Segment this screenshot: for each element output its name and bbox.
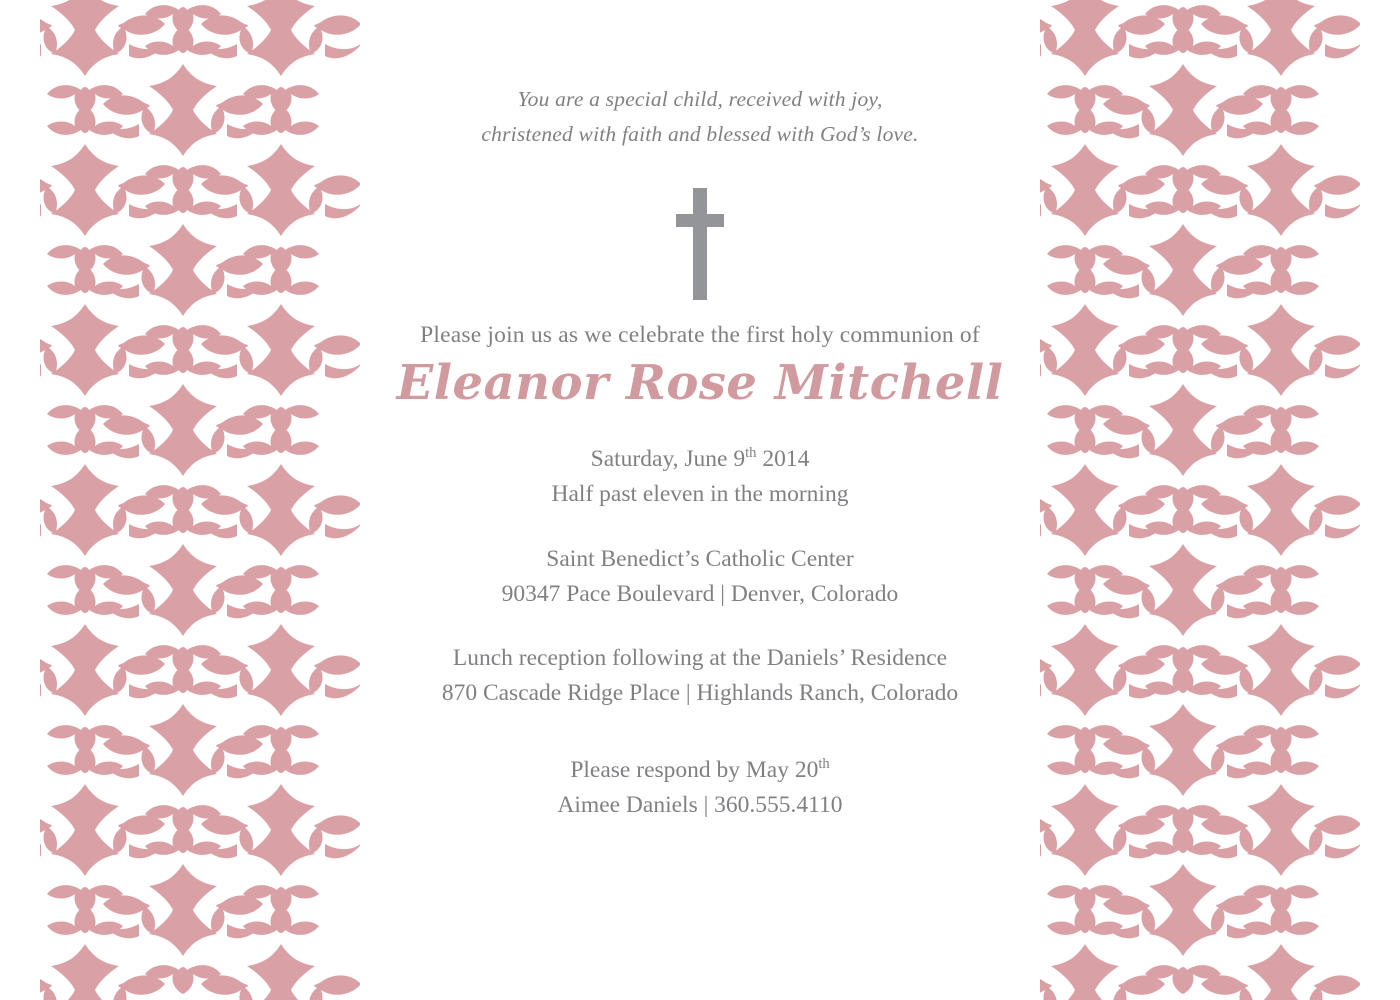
reception-line-2: 870 Cascade Ridge Place | Highlands Ranch, Colorado (441, 680, 959, 707)
latin-cross-icon (668, 188, 732, 300)
verse-line-1: You are a special child, received with joy, (517, 87, 883, 111)
damask-pattern-right-svg (1040, 0, 1360, 1000)
cross-symbol-wrap (370, 188, 1030, 300)
rsvp-block (370, 753, 1030, 823)
reception-block (370, 641, 1030, 711)
rsvp-ordinal: th (818, 756, 830, 773)
rsvp-prefix: Please respond by May 20 (570, 756, 819, 783)
reception-line-1: Lunch reception following at the Daniels’ Residence (452, 645, 948, 672)
rsvp-deadline (370, 753, 1030, 788)
honoree-name: Eleanor Rose Mitchell (396, 354, 1004, 411)
venue-name: Saint Benedict’s Catholic Center (546, 545, 854, 572)
rsvp-contact: Aimee Daniels | 360.555.4110 (557, 791, 843, 818)
event-date (370, 442, 1030, 477)
verse-text (370, 82, 1030, 152)
invitation-content (370, 0, 1030, 1000)
venue-address: 90347 Pace Boulevard | Denver, Colorado (501, 580, 899, 607)
event-date-ordinal: th (745, 445, 757, 462)
damask-border-right (1040, 0, 1360, 1000)
event-time: Half past eleven in the morning (551, 481, 849, 508)
event-date-suffix: 2014 (756, 446, 810, 473)
venue-block (370, 542, 1030, 612)
damask-pattern-left-svg (40, 0, 360, 1000)
event-date-prefix: Saturday, June 9 (590, 446, 746, 473)
date-time-block (370, 442, 1030, 512)
damask-border-left (40, 0, 360, 1000)
verse-line-2: christened with faith and blessed with God’s love. (481, 121, 919, 146)
invite-line: Please join us as we celebrate the first holy communion of (420, 321, 980, 348)
